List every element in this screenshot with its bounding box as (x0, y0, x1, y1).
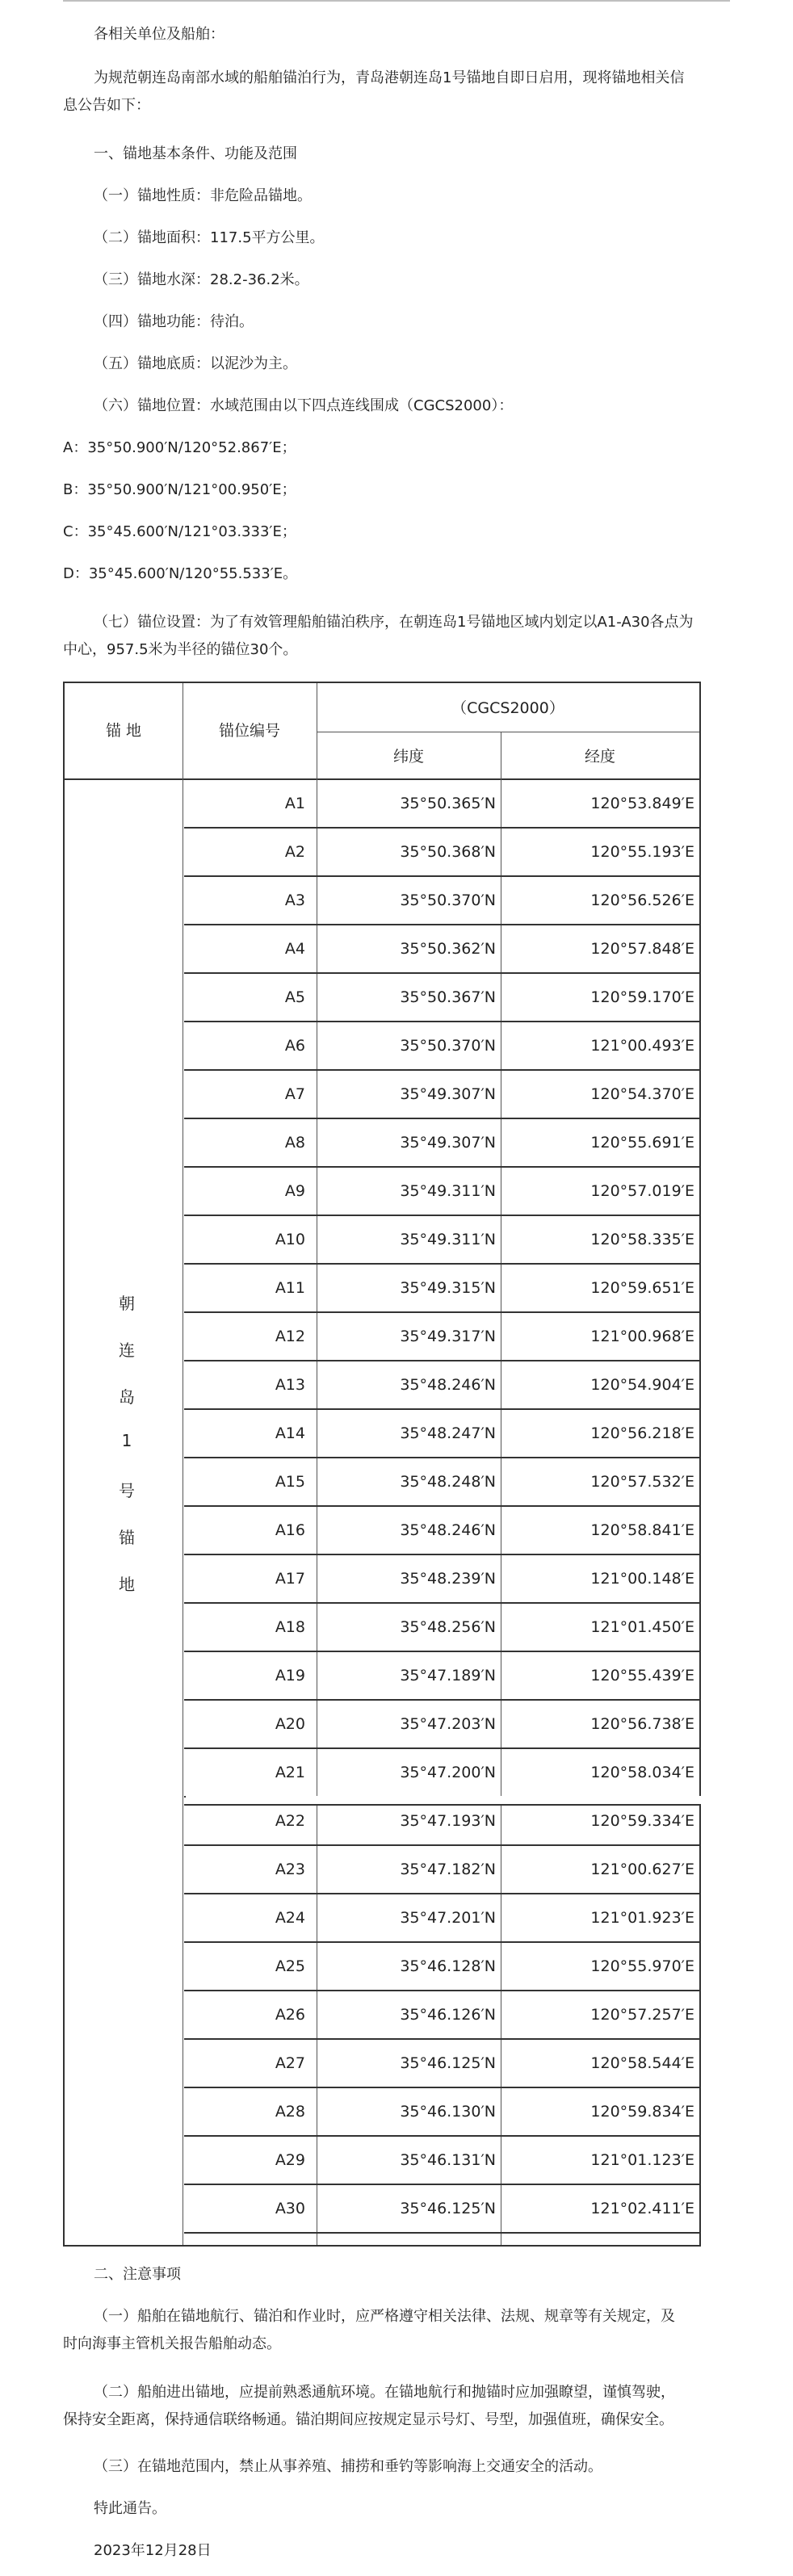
berth-id: A18 (275, 1618, 305, 1636)
berth-longitude: 120°57.019′E (590, 1182, 694, 1200)
anchorage-name-char: 朝 (119, 1294, 135, 1313)
intro-line-2: 息公告如下： (63, 97, 150, 114)
berth-latitude: 35°49.317′N (400, 1328, 496, 1345)
berth-longitude: 121°00.493′E (590, 1037, 694, 1055)
berth-id: A23 (275, 1861, 305, 1878)
berth-latitude: 35°47.193′N (400, 1812, 496, 1830)
row-separator (184, 1021, 699, 1022)
item-location: （六）锚地位置：水域范围由以下四点连线围成（CGCS2000）： (94, 397, 514, 414)
row-separator (184, 1166, 699, 1168)
anchorage-name-char: 地 (119, 1575, 135, 1594)
item-berths-line-2: 中心，957.5米为半径的锚位30个。 (63, 641, 298, 658)
row-separator (184, 1602, 699, 1604)
row-separator (184, 1990, 699, 1991)
top-rule (63, 0, 730, 2)
berth-longitude: 121°00.148′E (590, 1570, 694, 1588)
berth-latitude: 35°48.256′N (400, 1618, 496, 1636)
row-separator (184, 1747, 699, 1749)
berth-id: A24 (275, 1909, 305, 1927)
berth-id: A7 (284, 1085, 305, 1103)
berth-latitude: 35°46.126′N (400, 2006, 496, 2024)
berth-longitude: 120°58.544′E (590, 2054, 694, 2072)
berth-longitude: 120°57.257′E (590, 2006, 694, 2024)
item-area: （二）锚地面积：117.5平方公里。 (94, 229, 325, 246)
berth-longitude: 120°55.439′E (590, 1667, 694, 1684)
berth-latitude: 35°48.247′N (400, 1424, 496, 1442)
berth-longitude: 120°54.904′E (590, 1376, 694, 1394)
intro-line-1: 为规范朝连岛南部水域的船舶锚泊行为，青岛港朝连岛1号锚地自即日启用，现将锚地相关信 (94, 69, 685, 86)
berth-longitude: 121°00.627′E (590, 1861, 694, 1878)
notice-3: （三）在锚地范围内，禁止从事养殖、捕捞和垂钓等影响海上交通安全的活动。 (94, 2458, 602, 2475)
berth-latitude: 35°49.315′N (400, 1279, 496, 1297)
berth-latitude: 35°46.131′N (400, 2151, 496, 2169)
berth-latitude: 35°47.189′N (400, 1667, 496, 1684)
berth-id: A25 (275, 1957, 305, 1975)
berth-latitude: 35°50.367′N (400, 988, 496, 1006)
berth-longitude: 120°59.170′E (590, 988, 694, 1006)
row-separator (184, 1651, 699, 1652)
header-berth-number: 锚位编号 (218, 722, 280, 740)
row-separator (184, 875, 699, 877)
section-2-title: 二、注意事项 (94, 2266, 181, 2283)
berth-id: A3 (284, 892, 305, 909)
row-separator (184, 924, 699, 925)
berth-id: A2 (284, 843, 305, 861)
berth-id: A8 (284, 1134, 305, 1152)
row-separator (184, 1069, 699, 1071)
anchorage-name-char: 1 (121, 1431, 132, 1450)
berth-longitude: 120°56.526′E (590, 892, 694, 909)
berth-id: A6 (284, 1037, 305, 1055)
berth-longitude: 120°58.335′E (590, 1231, 694, 1248)
row-separator (184, 1699, 699, 1701)
notice-2-line-2: 保持安全距离，保持通信联络畅通。锚泊期间应按规定显示号灯、号型，加强值班，确保安全。 (63, 2411, 673, 2428)
section-1-title: 一、锚地基本条件、功能及范围 (94, 145, 297, 162)
berth-id: A15 (275, 1473, 305, 1491)
berth-longitude: 121°02.411′E (590, 2200, 694, 2217)
berth-id: A28 (275, 2103, 305, 2121)
berth-latitude: 35°46.130′N (400, 2103, 496, 2121)
berth-latitude: 35°47.201′N (400, 1909, 496, 1927)
item-depth: （三）锚地水深：28.2-36.2米。 (94, 271, 309, 288)
row-separator (184, 1893, 699, 1894)
berth-id: A22 (275, 1812, 305, 1830)
row-separator (184, 2087, 699, 2088)
berth-latitude: 35°49.311′N (400, 1231, 496, 1248)
anchorage-name-char: 岛 (119, 1387, 135, 1407)
berth-id: A21 (275, 1764, 305, 1781)
berth-latitude: 35°49.307′N (400, 1134, 496, 1152)
berth-longitude: 120°57.532′E (590, 1473, 694, 1491)
berth-id: A9 (284, 1182, 305, 1200)
berth-latitude: 35°48.248′N (400, 1473, 496, 1491)
berth-longitude: 120°56.218′E (590, 1424, 694, 1442)
row-separator (184, 1408, 699, 1410)
berth-id: A26 (275, 2006, 305, 2024)
berth-latitude: 35°46.125′N (400, 2200, 496, 2217)
berth-id: A27 (275, 2054, 305, 2072)
berth-longitude: 121°01.923′E (590, 1909, 694, 1927)
notice-1-line-2: 时向海事主管机关报告船舶动态。 (63, 2335, 281, 2352)
berth-latitude: 35°46.125′N (400, 2054, 496, 2072)
anchorage-name-char: 锚 (119, 1528, 135, 1547)
berth-latitude: 35°50.362′N (400, 940, 496, 958)
berth-longitude: 120°54.370′E (590, 1085, 694, 1103)
berth-id: A13 (275, 1376, 305, 1394)
row-separator (184, 2184, 699, 2185)
berth-id: A12 (275, 1328, 305, 1345)
row-separator (184, 2038, 699, 2040)
anchorage-name-char: 号 (119, 1481, 135, 1500)
berth-id: A10 (275, 1231, 305, 1248)
header-longitude: 经度 (584, 748, 615, 766)
berth-id: A5 (284, 988, 305, 1006)
row-separator (184, 1554, 699, 1555)
berth-longitude: 120°55.193′E (590, 843, 694, 861)
berth-longitude: 120°58.034′E (590, 1764, 694, 1781)
berth-longitude: 120°59.651′E (590, 1279, 694, 1297)
berth-longitude: 120°57.848′E (590, 940, 694, 958)
anchor-berth-table (63, 682, 701, 2247)
berth-id: A4 (284, 940, 305, 958)
berth-id: A11 (275, 1279, 305, 1297)
berth-latitude: 35°48.239′N (400, 1570, 496, 1588)
row-separator (184, 1804, 699, 1806)
row-separator (184, 1118, 699, 1119)
point-a: A：35°50.900′N/120°52.867′E； (63, 439, 296, 456)
item-seabed: （五）锚地底质：以泥沙为主。 (94, 355, 297, 372)
row-separator (184, 1505, 699, 1507)
row-separator (184, 1457, 699, 1458)
row-separator (184, 2135, 699, 2137)
salutation: 各相关单位及船舶： (94, 26, 224, 43)
anchorage-name-char: 连 (119, 1340, 135, 1360)
notice-1-line-1: （一）船舶在锚地航行、锚泊和作业时，应严格遵守相关法律、法规、规章等有关规定，及 (94, 2308, 675, 2325)
row-separator (184, 2232, 699, 2234)
berth-longitude: 120°56.738′E (590, 1715, 694, 1733)
row-separator (184, 1311, 699, 1313)
notice-2-line-1: （二）船舶进出锚地，应提前熟悉通航环境。在锚地航行和抛锚时应加强瞭望，谨慎驾驶， (94, 2384, 675, 2401)
date: 2023年12月28日 (94, 2542, 212, 2559)
header-cgcs: （CGCS2000） (451, 699, 564, 717)
berth-longitude: 120°59.834′E (590, 2103, 694, 2121)
page-break-gap (186, 1796, 701, 1804)
point-c: C：35°45.600′N/121°03.333′E； (63, 523, 296, 540)
row-separator (184, 1263, 699, 1265)
berth-longitude: 120°55.691′E (590, 1134, 694, 1152)
header-bottom-line (65, 778, 699, 780)
berth-latitude: 35°49.311′N (400, 1182, 496, 1200)
berth-latitude: 35°50.368′N (400, 843, 496, 861)
berth-longitude: 120°55.970′E (590, 1957, 694, 1975)
berth-latitude: 35°47.182′N (400, 1861, 496, 1878)
berth-latitude: 35°47.203′N (400, 1715, 496, 1733)
row-separator (184, 827, 699, 829)
berth-latitude: 35°48.246′N (400, 1376, 496, 1394)
row-separator (184, 1360, 699, 1361)
berth-longitude: 120°58.841′E (590, 1521, 694, 1539)
berth-longitude: 121°00.968′E (590, 1328, 694, 1345)
point-b: B：35°50.900′N/121°00.950′E； (63, 481, 296, 498)
berth-latitude: 35°48.246′N (400, 1521, 496, 1539)
berth-longitude: 121°01.450′E (590, 1618, 694, 1636)
berth-longitude: 120°53.849′E (590, 795, 694, 812)
berth-id: A16 (275, 1521, 305, 1539)
berth-latitude: 35°49.307′N (400, 1085, 496, 1103)
item-function: （四）锚地功能：待泊。 (94, 313, 254, 330)
header-latitude: 纬度 (392, 748, 424, 766)
item-nature: （一）锚地性质：非危险品锚地。 (94, 187, 312, 204)
berth-id: A30 (275, 2200, 305, 2217)
point-d: D：35°45.600′N/120°55.533′E。 (63, 565, 298, 582)
berth-longitude: 120°59.334′E (590, 1812, 694, 1830)
row-separator (184, 972, 699, 974)
berth-id: A14 (275, 1424, 305, 1442)
berth-id: A19 (275, 1667, 305, 1684)
berth-id: A1 (284, 795, 305, 812)
row-separator (184, 1941, 699, 1943)
berth-latitude: 35°50.365′N (400, 795, 496, 812)
berth-latitude: 35°47.200′N (400, 1764, 496, 1781)
berth-id: A29 (275, 2151, 305, 2169)
berth-latitude: 35°50.370′N (400, 892, 496, 909)
berth-id: A17 (275, 1570, 305, 1588)
row-separator (184, 1215, 699, 1216)
berth-id: A20 (275, 1715, 305, 1733)
berth-longitude: 121°01.123′E (590, 2151, 694, 2169)
berth-latitude: 35°50.370′N (400, 1037, 496, 1055)
header-anchorage: 锚 地 (105, 722, 142, 740)
closing: 特此通告。 (94, 2500, 166, 2517)
berth-latitude: 35°46.128′N (400, 1957, 496, 1975)
row-separator (184, 1844, 699, 1846)
item-berths-line-1: （七）锚位设置：为了有效管理船舶锚泊秩序，在朝连岛1号锚地区域内划定以A1-A30各点为 (94, 614, 694, 631)
